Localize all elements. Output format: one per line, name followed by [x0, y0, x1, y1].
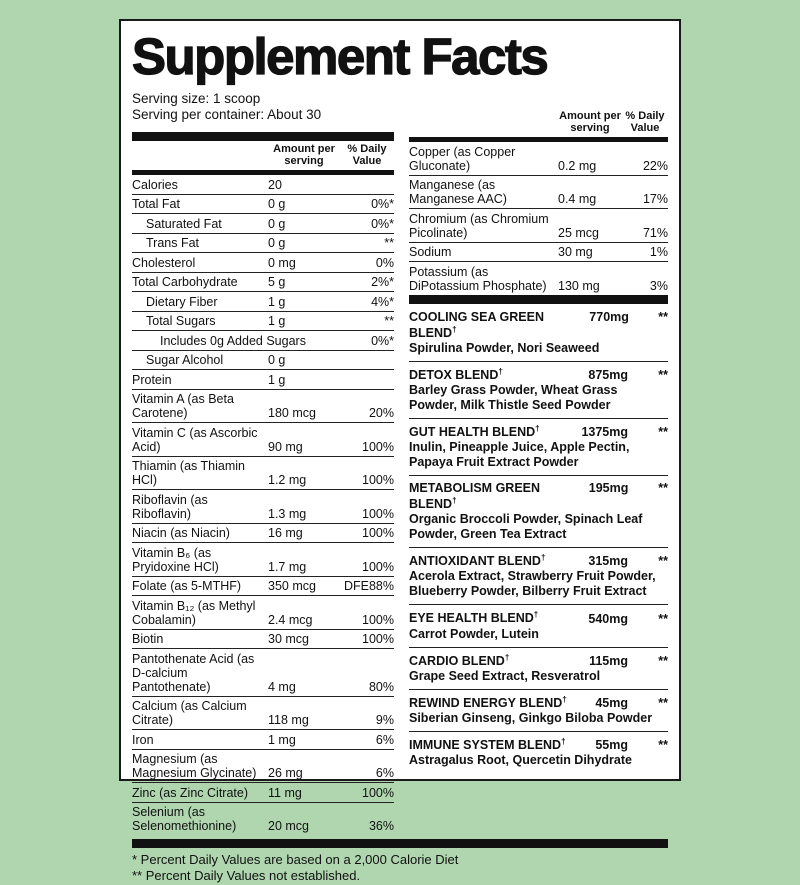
dagger-mark: †	[533, 610, 539, 620]
footnote-daily-values: * Percent Daily Values are based on a 2,000 Calorie Diet	[132, 852, 459, 868]
table-row	[132, 253, 394, 273]
blend-name-text: ANTIOXIDANT BLEND	[409, 554, 541, 569]
table-row	[132, 629, 394, 649]
blend-name-text: METABOLISM GREEN BLEND	[409, 481, 541, 512]
nutrient-amount: 0.2 mg	[558, 158, 597, 173]
nutrient-amount: 0 g	[268, 236, 286, 251]
nutrient-amount: 118 mg	[268, 713, 309, 728]
table-row	[132, 576, 394, 596]
divider-bar-bottom	[132, 839, 668, 848]
blend-name	[409, 367, 503, 383]
blend-header	[409, 424, 668, 440]
table-row	[132, 214, 394, 234]
blend-ingredients: Carrot Powder, Lutein	[409, 626, 539, 641]
nutrient-amount: 26 mg	[268, 766, 303, 781]
nutrient-name: Total Fat	[132, 197, 180, 212]
nutrient-amount: 0 mg	[268, 255, 296, 270]
dagger-mark: †	[498, 366, 503, 376]
table-row	[409, 209, 668, 243]
nutrient-name: Cholesterol	[132, 255, 196, 270]
dv-header: % Daily Value	[625, 110, 665, 135]
nutrient-dv	[340, 175, 394, 194]
left-column	[132, 132, 394, 835]
nutrient-name: Vitamin B₆ (as Pryidoxine HCl)	[132, 545, 219, 574]
blend-ingredients: Grape Seed Extract, Resveratrol	[409, 668, 601, 683]
blend-header	[409, 481, 668, 512]
blend-ingredients: Barley Grass Powder, Wheat Grass Powder, Milk Thistle Seed Powder	[409, 382, 618, 412]
blend-item	[409, 647, 668, 689]
blend-name-text: COOLING SEA GREEN BLEND	[409, 309, 544, 340]
nutrient-name: Includes 0g Added Sugars	[160, 333, 306, 348]
nutrient-amount: 16 mg	[268, 526, 303, 541]
nutrient-dv: 100%	[362, 526, 394, 541]
nutrient-amount: 11 mg	[268, 785, 302, 800]
nutrient-name: Sodium	[409, 245, 452, 260]
nutrient-name: Total Sugars	[146, 314, 216, 329]
table-row	[132, 175, 394, 194]
table-row	[132, 596, 394, 630]
blend-name	[409, 481, 589, 512]
nutrient-name: Trans Fat	[146, 236, 200, 251]
table-row	[132, 233, 394, 253]
nutrient-amount: 2.4 mcg	[268, 612, 313, 627]
table-row	[132, 350, 394, 370]
nutrient-name: Vitamin C (as Ascorbic Acid)	[132, 425, 258, 454]
nutrient-dv: 9%	[375, 713, 394, 728]
minerals-table	[409, 142, 668, 295]
nutrient-dv: 4%*	[371, 294, 394, 309]
nutrient-name: Chromium (as Chromium Picolinate)	[409, 211, 549, 240]
dagger-mark: †	[540, 553, 546, 563]
nutrient-dv: 2%*	[371, 275, 394, 290]
nutrient-dv: 71%	[642, 225, 668, 240]
nutrient-name: Thiamin (as Thiamin HCl)	[132, 459, 246, 488]
nutrient-dv: 6%	[375, 766, 394, 781]
table-row	[132, 456, 394, 490]
table-row	[132, 292, 394, 312]
blend-ingredients: Acerola Extract, Strawberry Fruit Powder, Blueberry Powder, Bilberry Fruit Extract	[409, 569, 656, 599]
nutrient-dv: 0%	[375, 255, 394, 270]
nutrient-dv: 100%	[362, 439, 394, 454]
label-title: Supplement Facts	[132, 28, 548, 85]
nutrient-amount: 25 mcg	[558, 225, 599, 240]
nutrient-dv	[340, 350, 394, 370]
nutrient-name: Protein	[132, 372, 172, 387]
table-row	[409, 242, 668, 262]
blend-ingredients: Inulin, Pineapple Juice, Apple Pectin, Papaya Fruit Extract Powder	[409, 440, 630, 470]
nutrient-amount: 130 mg	[558, 278, 600, 293]
nutrient-amount: 0.4 mg	[558, 192, 597, 207]
blend-dv: **	[658, 554, 668, 569]
nutrient-name: Vitamin A (as Beta Carotene)	[132, 392, 234, 421]
blend-dv: **	[658, 738, 668, 753]
nutrient-dv: 0%*	[371, 333, 394, 348]
nutrient-name: Biotin	[132, 632, 164, 647]
nutrient-amount: 1 mg	[268, 732, 296, 747]
blend-item	[409, 604, 668, 646]
nutrient-name: Riboflavin (as Riboflavin)	[132, 492, 208, 521]
table-row	[132, 331, 394, 351]
nutrient-dv: 100%	[362, 632, 394, 647]
dagger-mark: †	[452, 496, 457, 506]
nutrient-name: Sugar Alcohol	[146, 353, 224, 368]
nutrient-dv: 36%	[368, 819, 394, 834]
blend-dv: **	[658, 611, 668, 626]
nutrient-amount: 1.2 mg	[268, 473, 307, 488]
footnote-not-established: ** Percent Daily Values not established.	[132, 868, 361, 884]
blend-header	[409, 695, 668, 711]
blend-name-text: REWIND ENERGY BLEND	[409, 695, 563, 710]
nutrient-amount: 30 mg	[558, 245, 593, 260]
nutrient-dv: 1%	[649, 245, 668, 260]
dagger-mark: †	[562, 694, 567, 704]
nutrient-amount: 20 mcg	[268, 819, 309, 834]
nutrient-name: Iron	[132, 732, 154, 747]
blend-amount: 195mg	[588, 481, 629, 496]
nutrient-dv: 20%	[368, 406, 394, 421]
divider-bar-thick	[409, 295, 668, 304]
nutrient-name: Vitamin B₁₂ (as Methyl Cobalamin)	[132, 598, 256, 627]
table-row	[132, 649, 394, 697]
nutrient-name: Folate (as 5-MTHF)	[132, 579, 242, 594]
table-row	[409, 175, 668, 209]
blend-header	[409, 653, 668, 669]
table-row	[132, 749, 394, 783]
blend-name	[409, 310, 589, 341]
nutrient-dv: 100%	[362, 473, 394, 488]
table-row	[132, 783, 394, 803]
table-row	[132, 490, 394, 524]
nutrient-name: Selenium (as Selenomethionine)	[132, 805, 237, 834]
nutrient-dv: 17%	[642, 192, 668, 207]
blend-amount: 770mg	[589, 309, 629, 324]
header-spacer	[409, 108, 558, 137]
nutrient-dv: 100%	[362, 506, 394, 521]
nutrient-amount: 4 mg	[268, 679, 296, 694]
nutrient-name: Zinc (as Zinc Citrate)	[132, 785, 248, 800]
nutrient-name: Total Carbohydrate	[132, 275, 238, 290]
header-row	[409, 108, 668, 137]
blend-dv: **	[658, 481, 668, 496]
nutrient-amount: 1 g	[268, 314, 286, 329]
amount-header: Amount per serving	[273, 143, 335, 168]
nutrient-name: Calcium (as Calcium Citrate)	[132, 699, 247, 728]
blend-name-text: IMMUNE SYSTEM BLEND	[409, 738, 562, 753]
blend-name-text: DETOX BLEND	[409, 367, 499, 382]
nutrient-dv: **	[384, 314, 394, 329]
blend-name	[409, 695, 567, 711]
blend-name	[409, 424, 540, 440]
serving-size: Serving size: 1 scoop	[132, 91, 261, 106]
nutrient-dv: **	[384, 236, 394, 251]
dagger-mark: †	[504, 652, 510, 662]
blend-amount: 45mg	[595, 695, 628, 710]
nutrient-dv: 80%	[368, 679, 394, 694]
nutrient-dv: 22%	[642, 158, 668, 173]
nutrient-dv: 6%	[375, 732, 394, 747]
nutrient-dv: 3%	[649, 278, 668, 293]
table-row	[132, 311, 394, 331]
header-row	[132, 141, 394, 170]
nutrient-name: Potassium (as DiPotassium Phosphate)	[409, 264, 547, 293]
blend-header	[409, 610, 668, 626]
nutrient-amount: 5 g	[268, 275, 286, 290]
blend-header	[409, 553, 668, 569]
header-spacer	[132, 141, 268, 170]
table-row	[132, 696, 394, 730]
nutrient-amount: 180 mcg	[268, 406, 316, 421]
table-row	[132, 194, 394, 214]
table-row	[132, 523, 394, 543]
nutrient-dv: 100%	[362, 559, 394, 574]
blend-item	[409, 305, 668, 361]
nutrient-amount: 20	[268, 177, 282, 192]
nutrient-dv: 100%	[362, 612, 394, 627]
blend-dv: **	[658, 367, 668, 382]
blend-item	[409, 418, 668, 475]
table-row	[409, 262, 668, 295]
blend-item	[409, 689, 668, 731]
blend-amount: 315mg	[588, 554, 628, 569]
servings-per-container: Serving per container: About 30	[132, 107, 322, 123]
nutrient-amount: 0 g	[268, 197, 286, 212]
blend-name	[409, 553, 545, 569]
dagger-mark: †	[561, 736, 566, 746]
blend-dv: **	[658, 695, 668, 710]
nutrient-amount: 1.7 mg	[268, 559, 307, 574]
dv-header: % Daily Value	[347, 143, 387, 168]
blend-ingredients: Astragalus Root, Quercetin Dihydrate	[409, 753, 632, 768]
blend-header	[409, 737, 668, 753]
blend-name-text: EYE HEALTH BLEND	[409, 611, 534, 626]
divider-bar-thick	[132, 132, 394, 141]
nutrient-dv: DFE88%	[343, 579, 394, 594]
right-column-header	[409, 108, 668, 137]
nutrient-name: Calories	[132, 177, 178, 192]
blend-amount: 875mg	[588, 367, 628, 382]
dagger-mark: †	[535, 423, 540, 433]
blend-dv: **	[658, 653, 668, 668]
nutrient-dv: 0%*	[371, 197, 394, 212]
table-row	[409, 142, 668, 175]
table-row	[132, 802, 394, 835]
blend-dv: **	[658, 309, 668, 324]
footnotes	[132, 852, 668, 885]
blend-ingredients: Siberian Ginseng, Ginkgo Biloba Powder	[409, 710, 653, 725]
blend-amount: 55mg	[595, 738, 628, 753]
blend-name	[409, 610, 538, 626]
table-row	[132, 543, 394, 577]
nutrient-dv	[340, 370, 394, 390]
blend-amount: 540mg	[588, 611, 628, 626]
nutrient-amount: 30 mcg	[268, 632, 309, 647]
nutrient-amount: 1 g	[268, 372, 286, 387]
nutrient-amount: 0 g	[268, 353, 286, 368]
nutrient-name: Dietary Fiber	[146, 294, 218, 309]
dagger-mark: †	[452, 324, 457, 334]
blend-amount: 1375mg	[581, 425, 628, 440]
table-row	[132, 730, 394, 750]
nutrient-name: Saturated Fat	[146, 216, 222, 231]
blend-header	[409, 367, 668, 383]
nutrient-dv: 0%*	[371, 216, 394, 231]
table-row	[132, 423, 394, 457]
nutrient-name: Niacin (as Niacin)	[132, 526, 230, 541]
blend-amount: 115mg	[589, 653, 628, 668]
blend-item	[409, 731, 668, 773]
blend-item	[409, 547, 668, 604]
nutrient-name: Manganese (as Manganese AAC)	[409, 178, 507, 207]
table-row	[132, 272, 394, 292]
nutrient-amount: 1.3 mg	[268, 506, 307, 521]
blend-ingredients: Spirulina Powder, Nori Seaweed	[409, 340, 600, 355]
nutrient-amount: 1 g	[268, 294, 286, 309]
blend-name	[409, 653, 509, 669]
amount-header: Amount per serving	[559, 110, 621, 135]
nutrient-dv: 100%	[362, 785, 394, 800]
nutrient-amount: 0 g	[268, 216, 286, 231]
blend-dv: **	[658, 425, 668, 440]
proprietary-blends	[409, 305, 668, 773]
nutrient-name: Pantothenate Acid (as D-calcium Pantothenate)	[132, 651, 255, 694]
nutrient-amount: 90 mg	[268, 439, 303, 454]
blend-ingredients: Organic Broccoli Powder, Spinach Leaf Powder, Green Tea Extract	[409, 512, 643, 542]
nutrient-amount: 350 mcg	[268, 579, 316, 594]
blend-item	[409, 361, 668, 418]
blend-item	[409, 475, 668, 547]
supplement-facts-label	[119, 19, 681, 884]
left-column-header	[132, 141, 394, 170]
blend-name	[409, 737, 566, 753]
table-row	[132, 370, 394, 390]
table-row	[132, 389, 394, 423]
blend-header	[409, 310, 668, 341]
nutrients-table	[132, 175, 394, 835]
right-column	[409, 108, 668, 773]
blend-name-text: CARDIO BLEND	[409, 653, 505, 668]
nutrient-name: Magnesium (as Magnesium Glycinate)	[132, 752, 257, 781]
nutrient-name: Copper (as Copper Gluconate)	[409, 144, 516, 173]
blend-name-text: GUT HEALTH BLEND	[409, 425, 536, 440]
